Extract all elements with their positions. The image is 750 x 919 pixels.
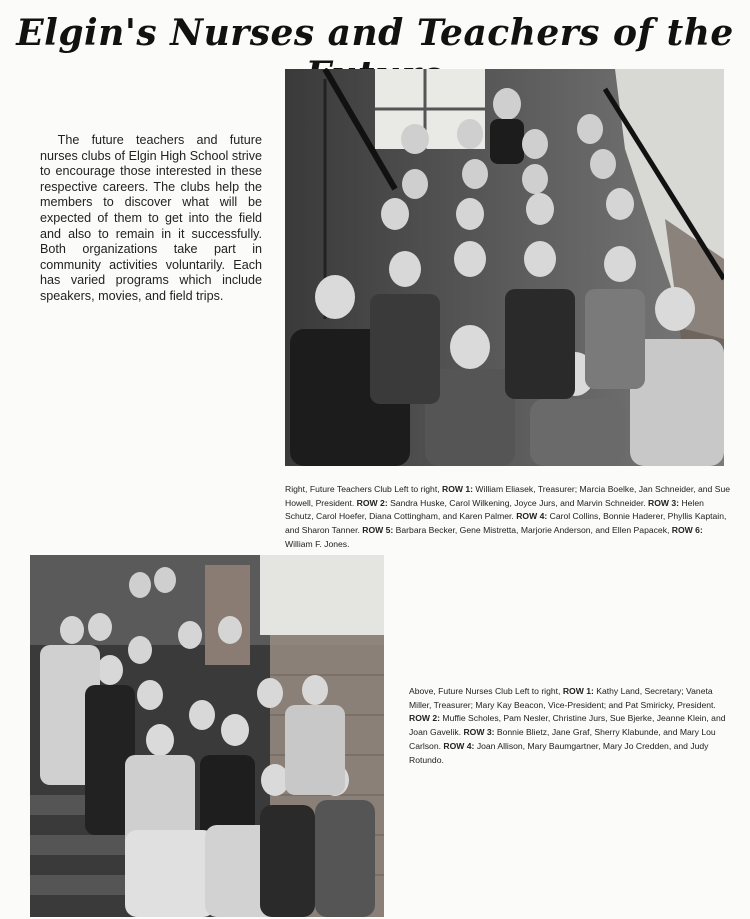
- caption-lead: Right, Future Teachers Club Left to right,: [285, 484, 440, 494]
- row-label: ROW 5:: [362, 525, 394, 536]
- row-names: William F. Jones.: [285, 538, 350, 549]
- intro-paragraph: The future teachers and future nurses clubs of Elgin High School strive to encourage those interested in these respective careers. The clubs help the members to discover what will be expected of them to get into the field and also to remain in it successfully. Both organizations take part in community activities voluntarily. Each has varied programs which include speakers, movies, and field trips.: [40, 133, 262, 303]
- row-label: ROW 3:: [463, 727, 495, 738]
- row-names: Barbara Becker, Gene Mistretta, Marjorie Anderson, and Ellen Papacek,: [395, 525, 670, 536]
- row-names: Muffie Scholes, Pam Nesler, Christine Jurs, Sue Bjerke, Jeanne Klein, and Joan Gavelik.: [409, 713, 726, 738]
- teachers-club-photo: [285, 69, 724, 466]
- row-names: William Eliasek, Treasurer; Marcia Boelke, Jan Schneider, and Sue Howell, President.: [285, 484, 731, 508]
- row-names: Sandra Huske, Carol Wilkening, Joyce Jurs, and Marvin Schneider.: [390, 497, 646, 508]
- teachers-club-caption: [285, 483, 731, 552]
- row-label: ROW 1:: [562, 686, 594, 696]
- row-names: Bonnie Blietz, Jane Graf, Sherry Klabunde, and Mary Lou Carlson.: [409, 727, 716, 751]
- row-names: Helen Schutz, Carol Hoefer, Diana Cottingham, and Karen Palmer.: [285, 497, 704, 522]
- caption-lead: Above, Future Nurses Club Left to right,: [409, 686, 561, 696]
- row-label: ROW 6:: [671, 525, 703, 536]
- row-names: Kathy Land, Secretary; Vaneta Miller, Treasurer; Mary Kay Beacon, Vice-President; and Pat Smiricky, President.: [409, 686, 716, 710]
- row-label: ROW 2:: [356, 497, 388, 508]
- page-title: Elgin's Nurses and Teachers of the: [16, 12, 734, 54]
- row-label: ROW 1:: [442, 484, 474, 494]
- row-label: ROW 2:: [409, 713, 441, 724]
- nurses-club-photo: [30, 555, 384, 917]
- row-label: ROW 4:: [443, 740, 475, 751]
- nurses-club-caption: [409, 685, 731, 767]
- row-names: Carol Collins, Bonnie Haderer, Phyllis Kaptain, and Sharon Tanner.: [285, 511, 727, 536]
- row-label: ROW 3:: [648, 497, 680, 508]
- row-names: Joan Allison, Mary Baumgartner, Mary Jo Credden, and Judy Rotundo.: [409, 740, 709, 765]
- row-label: ROW 4:: [516, 511, 548, 522]
